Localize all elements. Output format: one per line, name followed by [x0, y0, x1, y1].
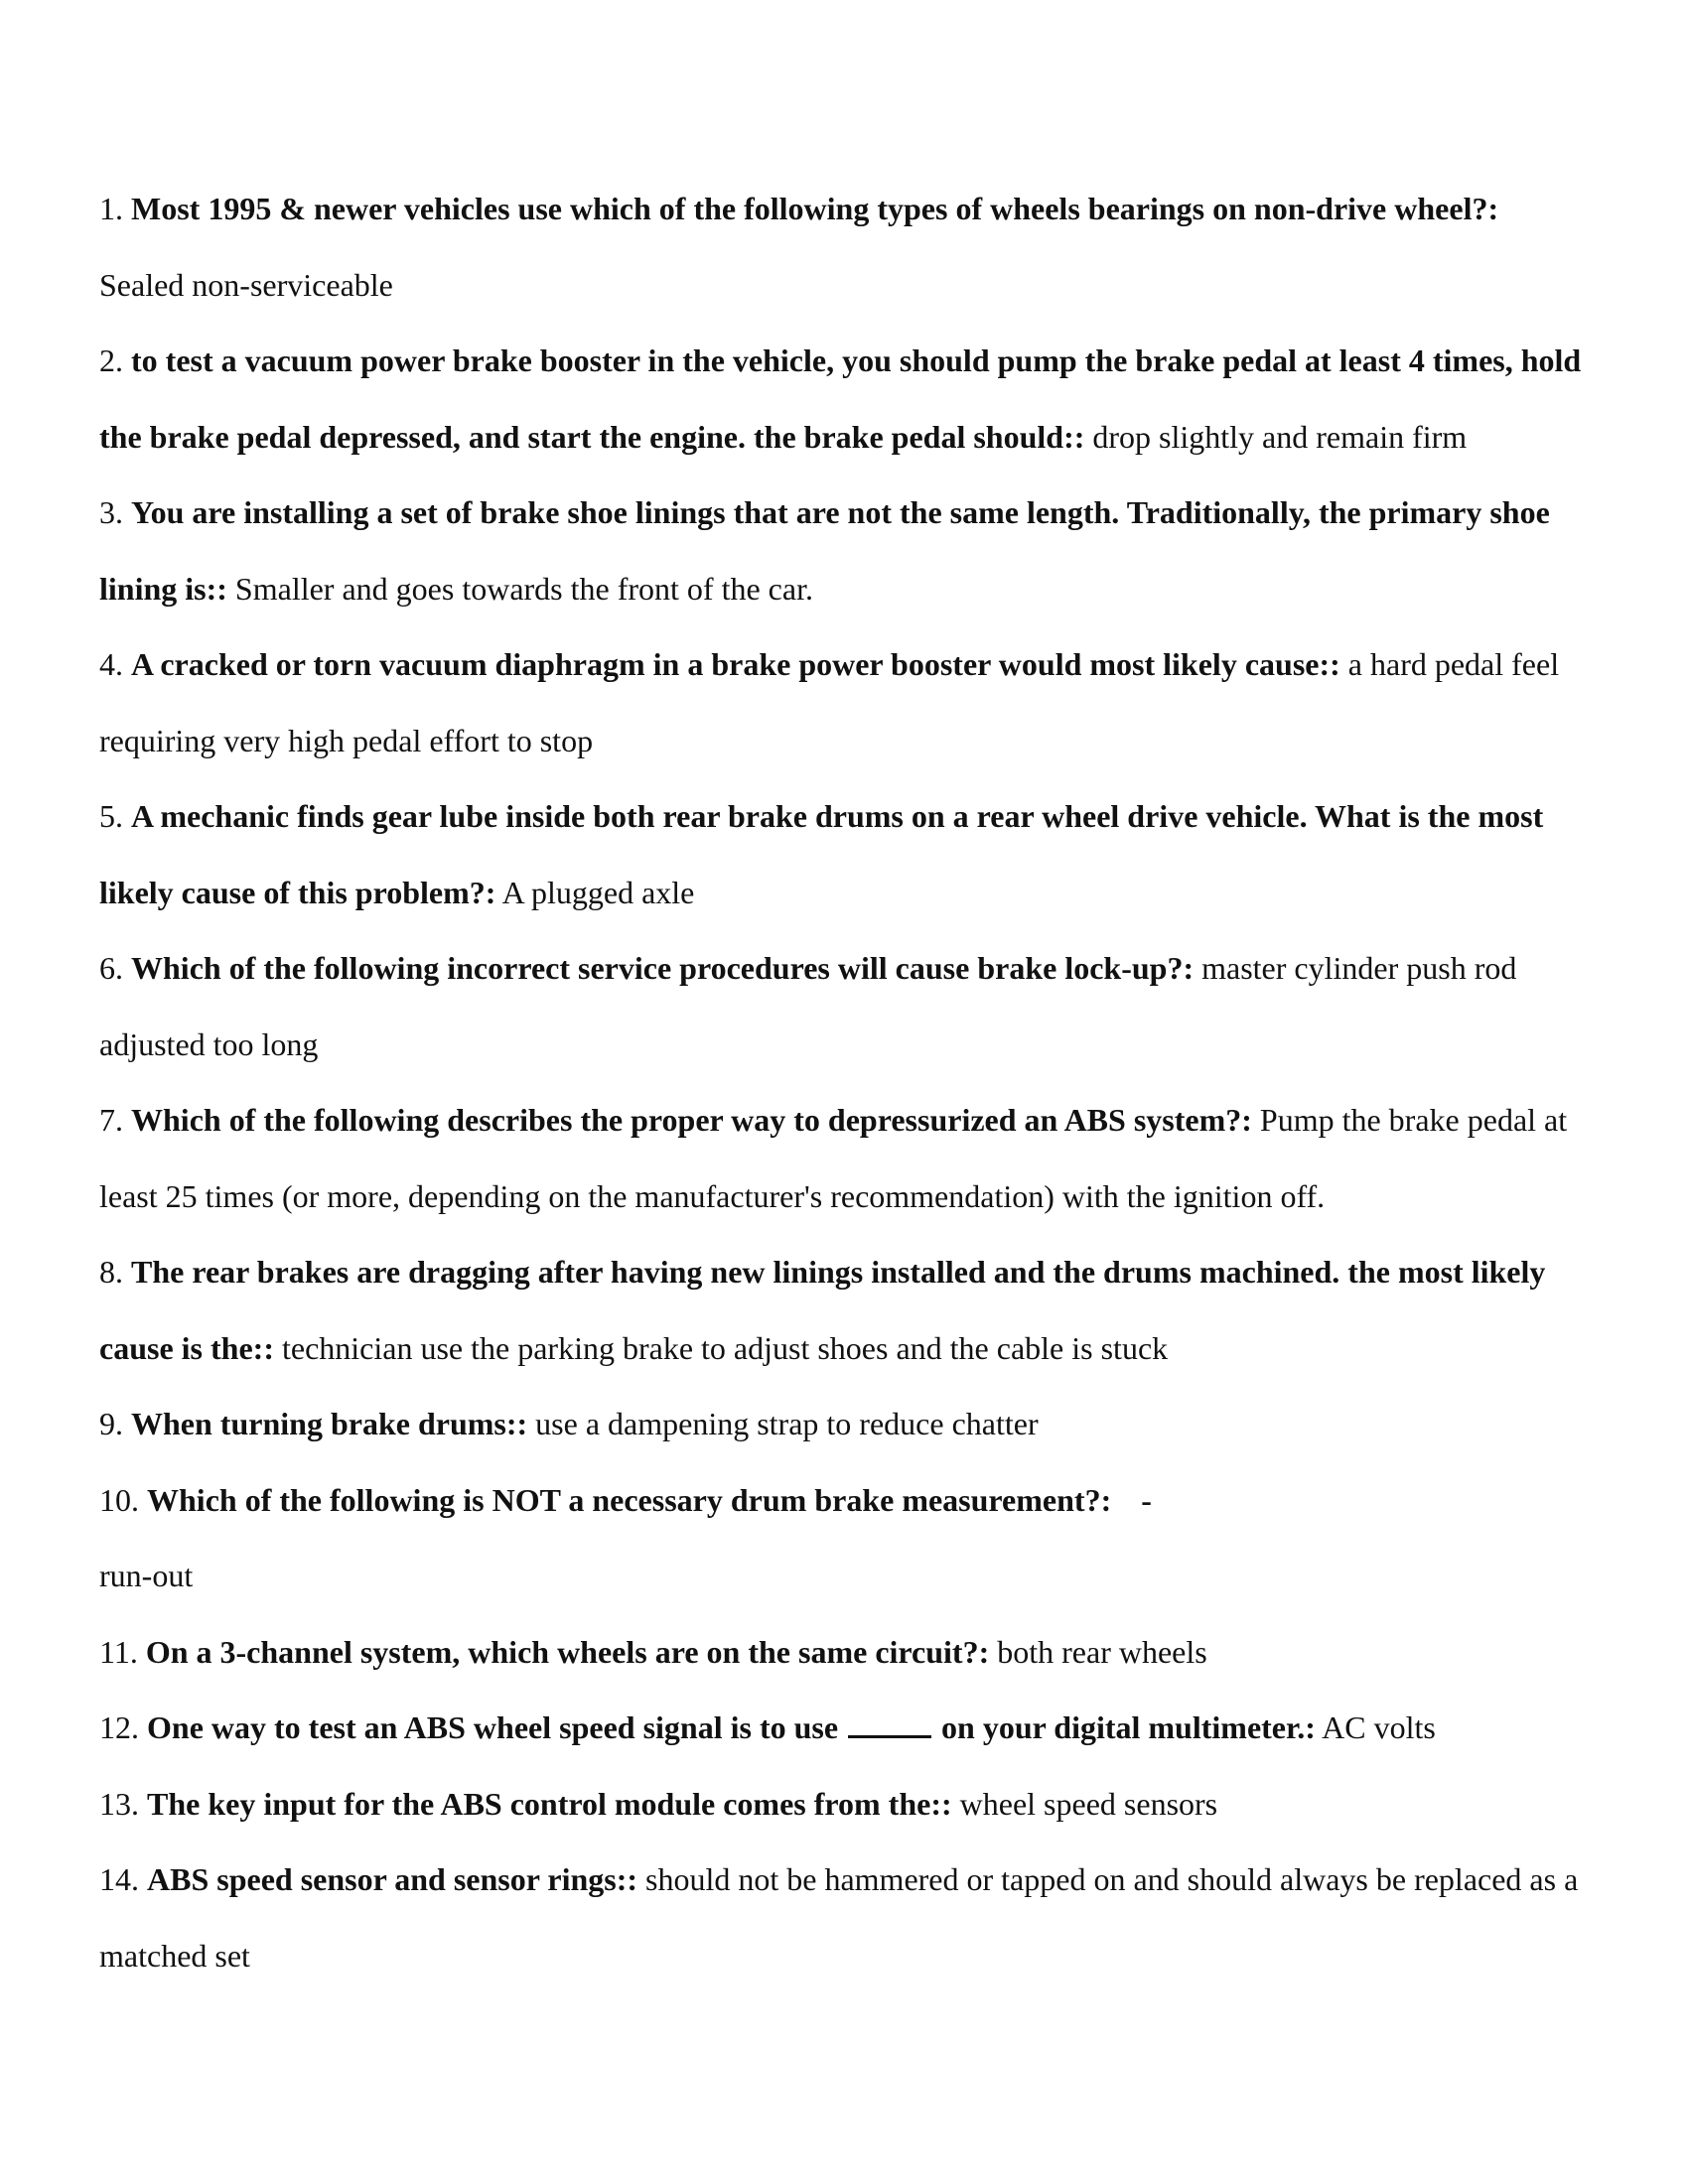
question-text: ABS speed sensor and sensor rings:: — [147, 1861, 638, 1897]
question-item-6 — [99, 930, 1594, 1082]
item-number: 10. — [99, 1481, 139, 1518]
item-number: 1. — [99, 191, 123, 226]
question-text: Which of the following describes the proper way to depressurized an ABS system?: — [131, 1102, 1252, 1138]
item-number: 2. — [99, 342, 123, 378]
question-text-part1: One way to test an ABS wheel speed signal is to use — [147, 1709, 839, 1745]
question-item-3 — [99, 475, 1594, 626]
question-item-2 — [99, 323, 1594, 475]
answer-text: run-out — [99, 1558, 194, 1593]
answer-text: A plugged axle — [501, 874, 695, 910]
answer-dash: - — [1141, 1481, 1152, 1518]
question-item-1 — [99, 171, 1594, 323]
answer-text: Smaller and goes towards the front of the car. — [234, 570, 813, 607]
answer-text: use a dampening strap to reduce chatter — [535, 1406, 1039, 1441]
item-number: 3. — [99, 494, 123, 530]
question-text: On a 3-channel system, which wheels are on the same circuit?: — [145, 1633, 990, 1670]
question-item-14 — [99, 1842, 1594, 1993]
item-number: 14. — [99, 1861, 139, 1897]
item-number: 6. — [99, 950, 123, 986]
answer-text: Sealed non-serviceable — [99, 266, 393, 303]
question-item-4 — [99, 626, 1594, 778]
answer-text: master cylinder push rod adjusted too long — [99, 950, 1517, 1062]
question-item-11 — [99, 1614, 1594, 1691]
item-number: 11. — [99, 1633, 138, 1670]
question-text: A mechanic finds gear lube inside both rear brake drums on a rear wheel drive vehicle. What is the most likely cause of this problem?: — [99, 798, 1544, 910]
question-list — [99, 171, 1594, 1993]
item-number: 7. — [99, 1102, 123, 1138]
answer-text: Pump the brake pedal at least 25 times (or more, depending on the manufacturer's recommendation) with the ignition off. — [99, 1102, 1568, 1214]
answer-text: technician use the parking brake to adjust shoes and the cable is stuck — [281, 1329, 1169, 1366]
question-item-5 — [99, 778, 1594, 930]
item-number: 5. — [99, 798, 123, 834]
answer-text: a hard pedal feel requiring very high pedal effort to stop — [99, 646, 1560, 758]
item-number: 8. — [99, 1254, 123, 1290]
fill-in-blank — [848, 1711, 931, 1738]
question-item-10 — [99, 1462, 1594, 1614]
question-text: You are installing a set of brake shoe linings that are not the same length. Traditionally, the primary shoe lining is:: — [99, 494, 1550, 607]
question-text-part2: on your digital multimeter.: — [941, 1709, 1316, 1745]
item-number: 12. — [99, 1709, 139, 1745]
question-text: Which of the following is NOT a necessary drum brake measurement?: — [147, 1481, 1112, 1518]
question-item-9 — [99, 1386, 1594, 1462]
question-text: When turning brake drums:: — [131, 1406, 528, 1441]
answer-text: AC volts — [1322, 1709, 1436, 1745]
question-text: to test a vacuum power brake booster in the vehicle, you should pump the brake pedal at least 4 times, hold the brake pedal depressed, and start the engine. the brake pedal should:: — [99, 342, 1582, 455]
question-text: A cracked or torn vacuum diaphragm in a brake power booster would most likely cause:: — [131, 646, 1340, 682]
question-item-12 — [99, 1690, 1594, 1766]
question-item-7 — [99, 1082, 1594, 1234]
question-text: Most 1995 & newer vehicles use which of the following types of wheels bearings on non-drive wheel?: — [131, 191, 1499, 226]
question-text: Which of the following incorrect service procedures will cause brake lock-up?: — [131, 950, 1195, 986]
answer-text: both rear wheels — [997, 1633, 1207, 1670]
question-text: The key input for the ABS control module comes from the:: — [147, 1785, 952, 1822]
answer-text: wheel speed sensors — [959, 1785, 1218, 1822]
answer-text: drop slightly and remain firm — [1092, 418, 1468, 455]
question-text: The rear brakes are dragging after having new linings installed and the drums machined. the most likely cause is the:: — [99, 1254, 1546, 1366]
item-number: 4. — [99, 646, 123, 682]
item-number: 13. — [99, 1785, 139, 1822]
item-number: 9. — [99, 1406, 123, 1441]
question-item-13 — [99, 1766, 1594, 1843]
answer-text: should not be hammered or tapped on and should always be replaced as a matched set — [99, 1861, 1579, 1974]
question-item-8 — [99, 1234, 1594, 1386]
